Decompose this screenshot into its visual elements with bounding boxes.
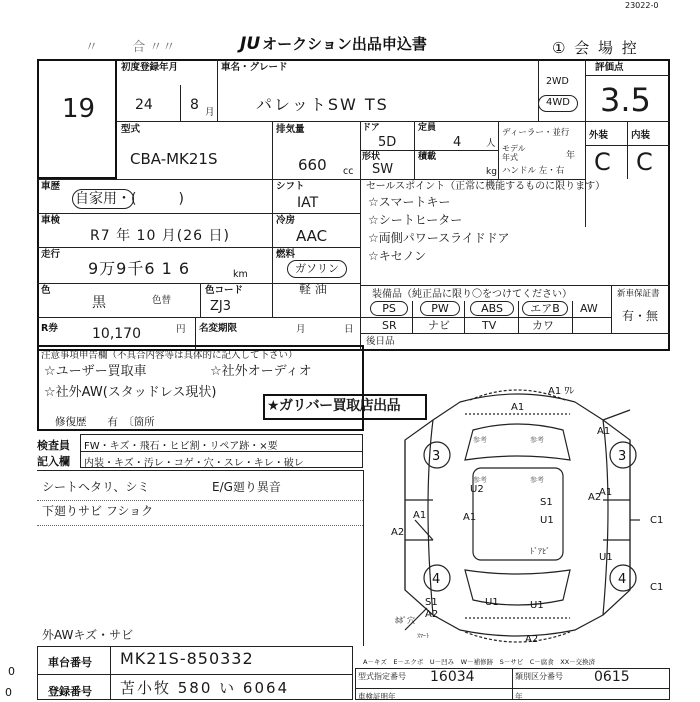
equip-abs: ABS — [470, 301, 514, 316]
equip-ps: PS — [370, 301, 408, 316]
notice-item-1: ☆ユーザー買取車 — [44, 364, 147, 379]
equip-leather: カワ — [532, 319, 554, 332]
diagram-label-1: 参考 — [473, 436, 487, 444]
mark-c1-right: C1 — [650, 515, 664, 526]
color-value: 黒 — [92, 295, 106, 311]
door-label: ドア — [362, 123, 380, 133]
mark-a1-crack: A1 ﾜﾚ — [548, 386, 575, 397]
margin-mark-2: 0 — [8, 665, 15, 678]
mark-a2-side: A2 — [425, 609, 439, 620]
equip-tv: TV — [482, 319, 497, 332]
model-year-unit: 年 — [566, 151, 576, 161]
top-faint-text: 〃 合 〃〃 — [85, 40, 176, 55]
load-label: 積載 — [418, 152, 437, 162]
first-reg-year: 24 — [135, 97, 153, 113]
model-label: 型式 — [121, 124, 141, 135]
mark-u1-center: U1 — [540, 515, 554, 526]
remark-line-2: 下廻りサビ フショク — [42, 504, 154, 518]
mark-u1-right: U1 — [599, 552, 613, 563]
drive-2wd-label: 2WD — [546, 76, 569, 87]
mark-a1-left-side: A1 — [413, 510, 427, 521]
class-number-value: 0615 — [594, 669, 630, 685]
interior-value: C — [636, 148, 653, 176]
mark-u2: U2 — [470, 484, 484, 495]
registration-value: 苫小牧 580 い 6064 — [120, 679, 290, 697]
light-oil-option: 軽 油 — [299, 282, 327, 296]
fuel-label: 燃料 — [276, 249, 296, 260]
capacity-label: 定員 — [418, 123, 437, 133]
notices-label: 注意事項申告欄（不具合内容等は具体的に記入して下さい） — [41, 350, 298, 361]
venue-copy-label: ① 会 場 控 — [552, 39, 639, 57]
model-value: CBA-MK21S — [130, 150, 218, 168]
color-change-label: 色替 — [152, 295, 172, 306]
form-title — [240, 33, 427, 54]
shape-label: 形状 — [362, 152, 381, 162]
dealer-stamp-text: ★ガリバー買取店出品 — [267, 398, 401, 414]
color-code-label: 色コード — [205, 285, 244, 296]
lot-number: 19 — [62, 94, 96, 124]
mark-a2-left: A2 — [391, 527, 405, 538]
notice-item-3: ☆社外AW(スタッドレス現状) — [44, 385, 217, 400]
mileage-unit: km — [233, 269, 248, 280]
diagram-label-2: 参考 — [530, 436, 544, 444]
private-use-circle — [72, 189, 134, 209]
name-change-day: 日 — [344, 324, 354, 335]
cert-label: 車検証明年 — [358, 692, 396, 701]
mark-hopo: ﾎﾎﾟ穴 — [395, 616, 415, 625]
gasoline-circled: ガソリン — [287, 260, 347, 278]
first-reg-label: 初度登録年月 — [121, 62, 179, 73]
grade-label: 評価点 — [595, 62, 624, 73]
mark-s1-center: S1 — [540, 497, 553, 508]
repair-history-label: 修復歴 有 〔箇所 — [55, 416, 155, 428]
damage-legend: A－キズ E－エクボ U－凹み W－補修跡 S－サビ C－腐食 XX－交換済 — [363, 658, 596, 666]
diagram-label-4: 参考 — [530, 476, 544, 484]
exterior-value: C — [594, 148, 611, 176]
sales-point-item: ☆シートヒーター — [368, 213, 463, 227]
cert-year-label: 年 — [515, 692, 523, 701]
shift-value: IAT — [297, 195, 319, 211]
doc-id: 23022-0 — [625, 1, 659, 10]
recycle-unit: 円 — [176, 324, 186, 335]
car-name-value: パレットSW TS — [256, 95, 389, 114]
equip-sr: SR — [382, 319, 397, 332]
capacity-value: 4 — [453, 135, 462, 150]
diagram-label-3: 参考 — [473, 476, 487, 484]
month-unit: 月 — [205, 107, 215, 118]
sales-point-item: ☆キセノン — [368, 249, 427, 263]
mileage-label: 走行 — [41, 249, 61, 260]
mark-smart: ｽﾏｰﾄ — [417, 633, 430, 640]
drive-4wd-circled: 4WD — [538, 95, 578, 112]
color-code-value: ZJ3 — [210, 299, 232, 314]
inspection-value: R7 年 10 月(26 日) — [90, 228, 230, 244]
mark-door: ﾄﾞｱﾋﾞ — [530, 547, 550, 556]
recycle-value: 10,170 — [92, 326, 141, 342]
name-change-label: 名変期限 — [199, 323, 238, 334]
mark-u1-rear-1: U1 — [485, 597, 499, 608]
inspection-label: 車検 — [41, 215, 61, 226]
history-label: 車歴 — [41, 181, 61, 192]
equip-navi: ナビ — [428, 319, 450, 332]
handle-label: ハンドル 左・右 — [502, 166, 565, 176]
cooler-label: 冷房 — [276, 215, 296, 226]
capacity-unit: 人 — [486, 138, 496, 149]
tire-mark-fl: 3 — [432, 449, 441, 464]
equip-pw: PW — [420, 301, 460, 316]
dealer-label: ディーラー・並行 — [502, 128, 570, 138]
sales-points-list — [368, 196, 509, 268]
chassis-value: MK21S-850332 — [120, 649, 254, 668]
warranty-value: 有・無 — [622, 309, 659, 323]
interior-label: 内装 — [631, 130, 651, 141]
auction-logo: JU — [240, 34, 261, 54]
name-change-month: 月 — [296, 324, 306, 335]
mark-a1-left: A1 — [463, 512, 477, 523]
displacement-value: 660 — [298, 156, 327, 174]
inspector-label-1: 検査員 — [37, 439, 70, 452]
equip-aw: AW — [580, 302, 598, 315]
tire-mark-rr: 4 — [618, 572, 627, 587]
car-damage-diagram — [365, 380, 670, 655]
rear-window-outline — [465, 570, 570, 605]
mark-a1-right-top: A1 — [597, 426, 611, 437]
mark-u1-rear-2: U1 — [530, 600, 544, 611]
registration-label: 登録番号 — [48, 685, 92, 698]
mileage-value: 9万9千6 1 6 — [88, 259, 191, 278]
car-body-outline — [428, 394, 611, 636]
model-year-label: モデル年式 — [502, 144, 526, 162]
door-value: 5D — [378, 135, 397, 150]
mark-a1-right-side: A1 — [599, 487, 613, 498]
inspector-label-2: 記入欄 — [37, 455, 70, 468]
mark-c1-rear-right: C1 — [650, 582, 664, 593]
color-label: 色 — [41, 285, 51, 296]
cooler-value: AAC — [296, 227, 328, 245]
shift-label: シフト — [276, 181, 305, 192]
type-number-label: 型式指定番号 — [358, 672, 406, 681]
type-number-value: 16034 — [430, 669, 475, 685]
load-unit: kg — [486, 167, 497, 177]
exterior-label: 外装 — [589, 130, 609, 141]
mark-front-a1: A1 — [511, 402, 525, 413]
mark-a2-center: A2 — [588, 492, 602, 503]
history-value: 自家用・( ) — [75, 191, 184, 207]
tire-mark-rl: 4 — [432, 572, 441, 587]
recycle-label: R券 — [41, 323, 58, 334]
rear-items-label: 後日品 — [366, 336, 395, 347]
first-reg-month: 8 — [190, 97, 199, 113]
sales-point-item: ☆スマートキー — [368, 195, 451, 209]
displacement-unit: cc — [343, 166, 354, 177]
inspector-row-1: FW・キズ・飛石・ヒビ割・リペア跡・×要 — [84, 441, 278, 452]
notice-item-2: ☆社外オーディオ — [210, 364, 312, 379]
sales-points-label: セールスポイント（正常に機能するものに限ります） — [366, 181, 606, 192]
chassis-label: 車台番号 — [48, 656, 92, 669]
remark-line-3: 外AWキズ・サビ — [42, 628, 134, 642]
shape-value: SW — [372, 162, 394, 177]
class-number-label: 類別区分番号 — [515, 672, 563, 681]
tire-mark-fr: 3 — [618, 449, 627, 464]
sales-point-item: ☆両側パワースライドドア — [368, 231, 510, 245]
mark-s1-rear-left: S1 — [425, 597, 438, 608]
equipment-label: 装備品（純正品に限り〇をつけてください） — [372, 289, 572, 300]
remark-line-1: シートヘタリ、シミ — [42, 480, 150, 494]
margin-mark: 0 — [5, 686, 12, 699]
remark-line-1b: E/G廻り異音 — [212, 480, 281, 494]
displacement-label: 排気量 — [276, 124, 305, 135]
warranty-label: 新車保証書 — [617, 289, 660, 299]
title-text: オークション出品申込書 — [262, 35, 427, 53]
grade-value: 3.5 — [600, 81, 651, 119]
mark-a2-rear: A2 — [525, 634, 539, 645]
equip-airbag: エアB — [522, 301, 568, 316]
inspector-row-2: 内装・キズ・汚レ・コゲ・穴・スレ・キレ・破レ — [84, 458, 304, 469]
car-name-label: 車名・グレード — [221, 62, 288, 73]
